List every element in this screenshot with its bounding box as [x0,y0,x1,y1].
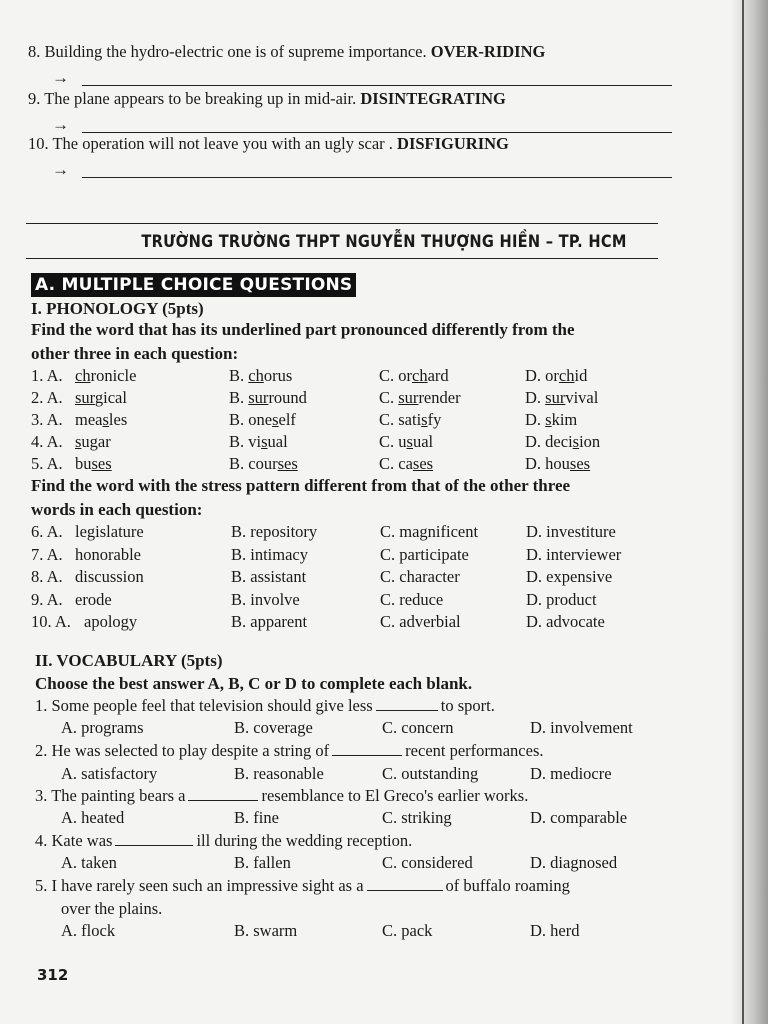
option-word [525,388,598,407]
option-word [525,410,577,429]
option-a[interactable]: A. satisfactory [61,764,158,783]
underlined-part: s [261,432,268,451]
option-word [75,432,111,451]
vocab-question [0,875,768,897]
option-d[interactable]: D. advocate [526,612,605,631]
stem-text: ill during the wedding reception. [196,831,413,850]
question-stem [35,695,495,717]
option-text: D. deci [525,432,573,451]
option-d[interactable]: D. expensive [526,567,613,586]
stem-text: 2. He was selected to play despite a string of [35,741,330,760]
underlined-part: s [272,410,279,429]
arrow-icon: → [52,115,69,134]
answer-line-8[interactable] [52,68,672,90]
option-a[interactable]: A. heated [61,808,125,827]
prev-item-8 [28,42,545,62]
answer-blank[interactable] [367,876,443,891]
stem-text: 5. I have rarely seen such an impressive sight as a [35,876,364,895]
option-word [525,366,587,385]
option-d[interactable]: D. investiture [526,522,616,541]
stem-text: 4. Kate was [35,831,113,850]
question-row [0,566,768,588]
option-c[interactable]: C. magnificent [380,522,479,541]
option-a[interactable]: discussion [75,567,144,586]
question-number: 9. A. [31,590,63,609]
option-text: mea [75,410,103,429]
option-c[interactable]: C. participate [380,545,469,564]
option-c[interactable] [379,431,433,453]
stem-text: 1. Some people feel that television should give less [35,696,373,715]
option-b[interactable]: B. fine [234,808,279,827]
answer-underline [82,132,672,133]
option-b[interactable]: B. apparent [231,612,308,631]
option-text: fy [427,410,442,429]
option-word [75,388,127,407]
option-word [229,388,307,407]
option-b[interactable]: B. reasonable [234,764,324,783]
option-b[interactable] [229,365,292,387]
option-text: B. one [229,410,273,429]
vocab-question [0,695,768,717]
underlined-part: s [421,410,428,429]
vocabulary-heading: II. VOCABULARY (5pts) [35,651,223,670]
option-text: kim [551,410,578,429]
prev-item-text: 8. Building the hydro-electric one is of supreme importance. [28,42,431,61]
option-d[interactable] [525,409,577,431]
option-d[interactable]: D. herd [530,921,580,940]
option-text: C. u [379,432,407,451]
question-number: 3. A. [31,410,63,429]
prev-item-text: 10. The operation will not leave you with an ugly scar . [28,134,398,153]
option-word [75,410,127,429]
arrow-icon: → [52,68,69,87]
option-a[interactable]: erode [75,590,112,609]
option-c[interactable]: C. considered [382,853,473,872]
underlined-part: s [572,432,580,451]
option-text: C. ca [379,454,413,473]
question-row [0,589,768,611]
underlined-part: ch [75,366,91,385]
option-word [229,366,292,385]
vocab-question [0,830,768,852]
underlined-part: sur [75,388,95,407]
option-text: D. hou [525,454,570,473]
school-title: TRƯỜNG TRƯỜNG THPT NGUYỄN THƯỢNG HIỀN – TP. HCM [141,232,627,252]
option-b[interactable]: B. repository [231,522,318,541]
question-row [0,453,768,475]
question-number: 10. A. [31,612,71,631]
underlined-part: sur [248,388,269,407]
option-word [379,388,461,407]
question-number: 8. A. [31,567,63,586]
option-b[interactable] [229,431,288,453]
answer-blank[interactable] [188,786,258,801]
option-text: id [574,366,588,385]
option-a[interactable] [75,365,136,387]
option-text: ual [267,432,288,451]
option-word [229,454,298,473]
option-a[interactable]: apology [84,612,138,631]
option-d[interactable]: D. interviewer [526,545,622,564]
underlined-part: s [545,410,552,429]
option-text: ion [579,432,601,451]
answer-underline [82,85,672,86]
prev-item-keyword: DISINTEGRATING [360,89,506,108]
option-word [229,410,296,429]
prev-item-10 [28,134,509,154]
underlined-part: sur [398,388,419,407]
option-text: B. [229,388,249,407]
option-d[interactable] [525,387,598,409]
options-row [0,717,768,739]
question-row [0,365,768,387]
phonology-heading: I. PHONOLOGY (5pts) [31,299,204,318]
section-banner: A. MULTIPLE CHOICE QUESTIONS [31,273,356,297]
prev-item-keyword: OVER-RIDING [430,42,546,61]
question-row [0,387,768,409]
option-d[interactable]: D. mediocre [530,764,612,783]
option-text: ual [412,432,434,451]
option-d[interactable] [525,453,590,475]
vocab-question [0,740,768,762]
option-b[interactable] [229,409,296,431]
answer-blank[interactable] [115,831,193,846]
option-b[interactable]: B. involve [231,590,300,609]
option-text: elf [278,410,296,429]
option-b[interactable]: B. swarm [234,921,298,940]
option-text: D. [525,410,546,429]
underlined-part: ch [558,366,575,385]
stem-text: to sport. [440,696,495,715]
option-a[interactable]: A. flock [61,921,116,940]
option-d[interactable] [525,365,587,387]
underlined-part: ch [248,366,264,385]
phonology-instruction: Find the word that has its underlined part pronounced differently from the [31,320,575,339]
option-b[interactable]: B. fallen [234,853,291,872]
option-text: ugar [81,432,111,451]
option-c[interactable]: C. striking [382,808,452,827]
option-text: B. vi [229,432,262,451]
page-number: 312 [37,966,69,984]
option-c[interactable]: C. concern [382,718,454,737]
option-d[interactable]: D. diagnosed [530,853,618,872]
option-text: B. [229,366,249,385]
stem-text: over the plains. [61,899,163,918]
option-b[interactable] [229,387,307,409]
prev-item-keyword: DISFIGURING [397,134,509,153]
stress-instruction-cont: words in each question: [31,500,203,519]
question-stem [35,785,528,807]
question-row [0,521,768,543]
prev-item-9 [28,89,506,109]
underlined-part: ch [412,366,428,385]
arrow-icon: → [52,160,69,179]
question-row [0,544,768,566]
option-word [379,366,449,385]
option-a[interactable] [75,431,111,453]
option-d[interactable]: D. comparable [530,808,628,827]
question-number: 4. A. [31,432,63,451]
phonology-instruction-cont: other three in each question: [31,344,239,363]
underlined-part: ses [277,454,298,473]
question-stem [35,740,544,762]
question-number: 2. A. [31,388,63,407]
stem-text: recent performances. [405,741,544,760]
option-text: D. [525,388,546,407]
option-word [75,454,112,473]
option-d[interactable]: D. involvement [530,718,633,737]
underlined-part: s [75,432,82,451]
question-stem [35,830,412,852]
option-a[interactable]: A. programs [61,718,144,737]
option-b[interactable]: B. intimacy [231,545,308,564]
question-row [0,409,768,431]
underlined-part: s [102,410,109,429]
option-a[interactable]: legislature [75,522,144,541]
underlined-part: ses [569,454,591,473]
option-word [379,432,433,451]
option-text: orus [263,366,293,385]
answer-blank[interactable] [376,696,438,711]
question-number: 1. A. [31,366,63,385]
option-word [75,366,136,385]
option-b[interactable]: B. assistant [231,567,307,586]
option-a[interactable]: honorable [75,545,141,564]
option-text: round [268,388,307,407]
option-text: B. cour [229,454,278,473]
question-stem [35,875,570,897]
options-row [0,920,768,942]
option-d[interactable] [525,431,600,453]
question-number: 5. A. [31,454,63,473]
question-row [0,431,768,453]
option-a[interactable]: A. taken [61,853,117,872]
option-text: vival [565,388,599,407]
option-text: C. [379,388,399,407]
prev-item-text: 9. The plane appears to be breaking up in mid-air. [28,89,361,108]
option-b[interactable] [229,453,298,475]
option-word [229,432,288,451]
question-stem-cont [0,898,768,920]
option-text: D. or [525,366,559,385]
option-text: ronicle [90,366,137,385]
option-word [525,454,590,473]
underlined-part: s [406,432,413,451]
option-word [379,410,441,429]
option-text: bu [75,454,92,473]
option-c[interactable]: C. pack [382,921,433,940]
options-row [0,807,768,829]
question-row [0,611,768,633]
stress-instruction: Find the word with the stress pattern different from that of the other three [31,476,571,495]
stem-text: of buffalo roaming [445,876,570,895]
option-a[interactable] [75,409,127,431]
options-row [0,763,768,785]
answer-underline [82,177,672,178]
options-row [0,852,768,874]
stem-text: 3. The painting bears a [35,786,186,805]
option-text: les [108,410,128,429]
option-c[interactable] [379,409,441,431]
option-a[interactable] [75,453,112,475]
underlined-part: ses [91,454,112,473]
option-text: render [418,388,461,407]
option-d[interactable]: D. product [526,590,597,609]
underlined-part: sur [545,388,566,407]
option-text: gical [94,388,127,407]
option-a[interactable] [75,387,127,409]
option-c[interactable]: C. outstanding [382,764,479,783]
underlined-part: ses [412,454,434,473]
divider-bottom [26,258,658,259]
answer-blank[interactable] [332,741,402,756]
option-c[interactable]: C. reduce [380,590,444,609]
option-c[interactable]: C. character [380,567,460,586]
stem-text: resemblance to El Greco's earlier works. [261,786,529,805]
option-text: C. sati [379,410,422,429]
option-word [379,454,433,473]
option-b[interactable]: B. coverage [234,718,313,737]
option-word [525,432,600,451]
option-c[interactable] [379,453,433,475]
option-c[interactable] [379,365,449,387]
answer-line-10[interactable] [52,160,672,182]
question-number: 7. A. [31,545,63,564]
option-c[interactable] [379,387,461,409]
divider-top [26,223,658,224]
option-c[interactable]: C. adverbial [380,612,461,631]
vocabulary-instruction: Choose the best answer A, B, C or D to complete each blank. [35,674,473,693]
option-text: ard [427,366,449,385]
vocab-question [0,785,768,807]
question-number: 6. A. [31,522,63,541]
option-text: C. or [379,366,412,385]
